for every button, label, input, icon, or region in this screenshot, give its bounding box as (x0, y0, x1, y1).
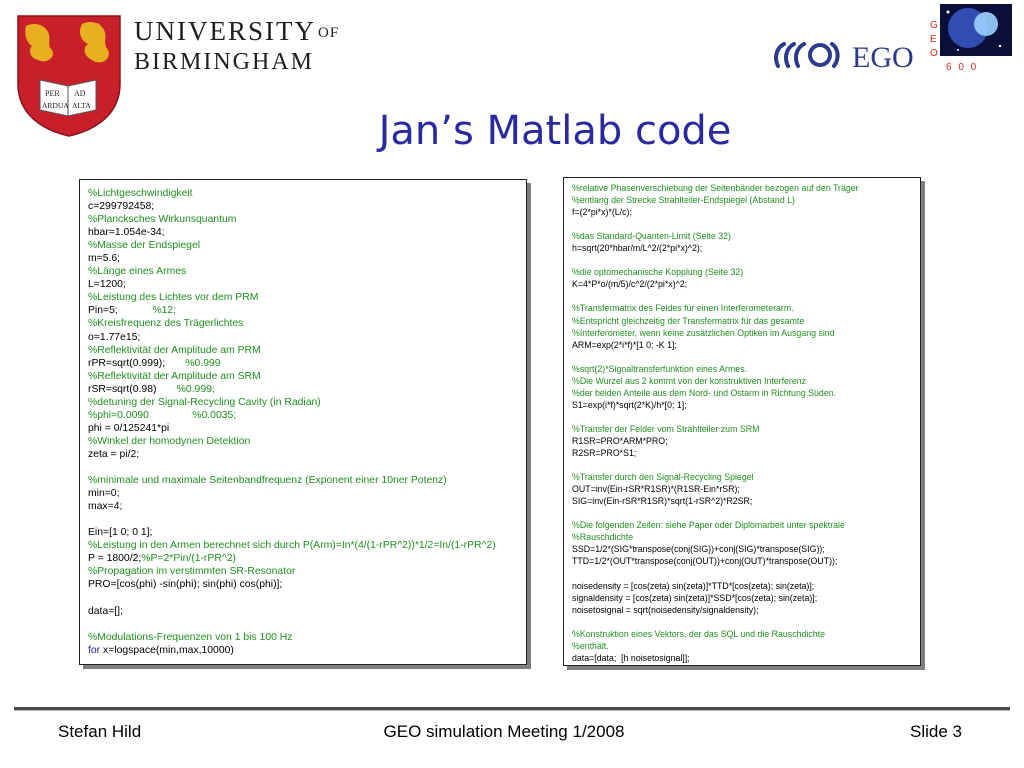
code-text: SIG=inv(Ein-rSR*R1SR)*sqrt(1-rSR^2)*R2SR; (572, 496, 753, 507)
svg-text:E: E (930, 34, 937, 45)
code-line (572, 254, 859, 266)
code-line (88, 526, 496, 539)
code-text: R1SR=PRO*ARM*PRO; (572, 435, 668, 446)
code-line (88, 344, 496, 357)
code-line (88, 605, 496, 618)
code-comment: %detuning der Signal-Recycling Cavity (in Radian) (88, 396, 321, 408)
code-line (88, 409, 496, 422)
code-comment: %Winkel der homodynen Detektion (88, 435, 251, 447)
code-line (572, 592, 859, 604)
university-line2: BIRMINGHAM (134, 49, 315, 75)
code-comment: %Propagation im verstimmten SR-Resonator (88, 566, 296, 578)
ego-logo (772, 38, 932, 74)
code-text: Pin=5; (88, 305, 118, 317)
code-comment: %0.999; (156, 383, 215, 395)
code-text (88, 514, 91, 525)
code-text (572, 219, 574, 229)
code-text (572, 569, 574, 579)
code-comment: %enthält. (572, 640, 609, 651)
code-text: data=[data; [h noisetosignal]]; (572, 652, 690, 663)
code-line (88, 448, 496, 461)
code-line (88, 226, 496, 239)
code-line (572, 519, 859, 531)
code-line (88, 539, 496, 552)
university-of: OF (318, 25, 340, 41)
slide-title: Jan’s Matlab code (378, 108, 732, 154)
code-line (88, 513, 496, 526)
code-keyword: for (88, 644, 101, 656)
code-comment: %Masse der Endspiegel (88, 240, 201, 252)
code-line (572, 616, 859, 628)
code-line (572, 266, 859, 278)
code-line (88, 618, 496, 631)
code-comment: %Transfer durch den Signal-Recycling Spiegel (572, 472, 754, 483)
code-line (572, 471, 859, 483)
footer-meeting: GEO simulation Meeting 1/2008 (383, 722, 625, 741)
code-line (88, 383, 496, 396)
code-line (88, 644, 496, 657)
code-line (572, 182, 859, 194)
code-comment: %sqrt(2)*Signaltransferfunktion eines Armes. (572, 363, 748, 374)
code-line (572, 339, 859, 351)
code-text (572, 352, 574, 362)
code-text: m=5.6; (88, 253, 121, 265)
svg-text:O: O (930, 48, 938, 59)
code-text: L=1200; (88, 279, 126, 291)
code-line (572, 302, 859, 314)
code-line (88, 552, 496, 565)
code-line (88, 239, 496, 252)
code-comment: %Lichtgeschwindigkeit (88, 188, 193, 199)
code-line (572, 640, 859, 652)
code-text: Ein=[1 0; 0 1]; (88, 527, 153, 539)
code-line (572, 531, 859, 543)
svg-text:G: G (930, 20, 938, 31)
code-line (88, 591, 496, 604)
code-line (88, 278, 496, 291)
code-comment: %das Standard-Quanten-Limit (Seite 32) (572, 231, 731, 242)
code-text: P = 1800/2; (88, 553, 142, 565)
code-panel-left (79, 179, 527, 665)
code-text: SSD=1/2*(SIG*transpose(conj(SIG))+conj(SIG)*transpose(SIG)); (572, 544, 825, 555)
university-line1: UNIVERSITY (134, 16, 316, 46)
code-line (88, 487, 496, 500)
code-line (572, 230, 859, 242)
code-line (572, 435, 859, 447)
code-text (572, 412, 574, 422)
code-text: phi = 0/125241*pi (88, 422, 170, 434)
code-line (88, 187, 496, 200)
code-comment: %Plancksches Wirkunsquantum (88, 214, 237, 226)
code-comment: %Transfer der Felder vom Strahlteiler zum SRM (572, 423, 760, 434)
svg-text:ALTA: ALTA (72, 101, 91, 110)
code-text (88, 462, 91, 473)
code-comment: %der beiden Anteile aus dem Nord- und Ostarm in Richtung Süden. (572, 387, 837, 398)
code-line (572, 447, 859, 459)
code-comment: %Konstruktion eines Vektors, der das SQL und die Rauschdichte (572, 628, 825, 639)
code-comment: %entlang der Strecke Strahlteiler-Endspiegel (Abstand L) (572, 195, 795, 206)
code-text (572, 255, 574, 265)
svg-text:PER: PER (45, 89, 60, 98)
code-text: max=4; (88, 501, 123, 513)
code-line (572, 459, 859, 471)
code-line (88, 370, 496, 383)
code-line (572, 194, 859, 206)
code-line (572, 483, 859, 495)
code-comment: %P=2*Pin/(1-rPR^2) (141, 553, 236, 565)
code-text: noisetosignal = sqrt(noisedensity/signaldensity); (572, 604, 759, 615)
code-line (572, 507, 859, 519)
code-comment: %Die folgenden Zeilen: siehe Paper oder Diplomarbeit unter spektrale (572, 520, 845, 531)
code-comment: %Kreisfrequenz des Trägerlichtes (88, 318, 244, 330)
code-comment: %minimale und maximale Seitenbandfrequenz (Exponent einer 10ner Potenz) (88, 475, 447, 487)
university-name (134, 16, 339, 76)
code-comment: %relative Phasenverschiebung der Seitenbänder bezogen auf den Träger (572, 183, 859, 193)
code-comment: %Die Wurzel aus 2 kommt von der konstruktiven Interferenz (572, 375, 807, 386)
code-comment: %Interferometer, wenn keine zusätzlichen Optiken im Ausgang sind (572, 327, 835, 338)
code-text: h=sqrt(20*hbar/m/L^2/(2*pi*x)^2); (572, 243, 703, 254)
code-line (88, 474, 496, 487)
svg-text:ARDUA: ARDUA (42, 101, 69, 110)
code-text: x=logspace(min,max,10000) (100, 644, 234, 656)
code-line (88, 500, 496, 513)
code-line (572, 555, 859, 567)
code-text: o=1.77e15; (88, 331, 141, 343)
code-line (572, 411, 859, 423)
ego-text: EGO (852, 41, 914, 74)
code-line (88, 357, 496, 370)
code-line (572, 628, 859, 640)
code-text: S1=exp(i*f)*sqrt(2*K)/h*[0; 1]; (572, 399, 687, 410)
code-line (88, 331, 496, 344)
code-line (572, 327, 859, 339)
code-text: signaldensity = [cos(zeta) sin(zeta)]*SSD*[cos(zeta); sin(zeta)]; (572, 592, 818, 603)
code-text (572, 617, 574, 627)
code-line (572, 242, 859, 254)
code-text (88, 619, 91, 630)
code-text: OUT=inv(Ein-rSR*R1SR)*(R1SR-Ein*rSR); (572, 484, 740, 495)
code-text: ARM=exp(2*i*f)*[1 0; -K 1]; (572, 339, 677, 350)
code-text: noisedensity = [cos(zeta) sin(zeta)]*TTD*[cos(zeta); sin(zeta)]; (572, 580, 815, 591)
code-comment: %die optomechanische Kopplung (Seite 32) (572, 267, 744, 278)
code-line (572, 278, 859, 290)
code-block-right (572, 182, 859, 664)
code-line (572, 375, 859, 387)
code-line (572, 604, 859, 616)
code-line (572, 495, 859, 507)
code-line (88, 461, 496, 474)
code-text (572, 291, 574, 301)
code-line (572, 568, 859, 580)
code-line (572, 206, 859, 218)
code-comment: %Reflektivität der Amplitude am PRM (88, 344, 261, 356)
svg-text:6 0 0: 6 0 0 (946, 62, 979, 73)
code-line (572, 423, 859, 435)
code-line (88, 631, 496, 644)
code-comment: %Länge eines Armes (88, 266, 187, 278)
code-line (572, 399, 859, 411)
code-comment: %Transfermatrix des Feldes für einen Interferometerarm. (572, 303, 794, 314)
code-line (88, 435, 496, 448)
code-comment: %12; (117, 305, 177, 317)
code-line (572, 218, 859, 230)
code-comment: %0.999 (165, 357, 221, 369)
code-panel-right (563, 177, 921, 666)
code-line (88, 304, 496, 317)
code-text: rPR=sqrt(0.999); (88, 357, 166, 369)
code-comment: %Reflektivität der Amplitude am SRM (88, 370, 261, 382)
code-text: rSR=sqrt(0.98) (88, 383, 157, 395)
code-line (88, 578, 496, 591)
code-line (572, 580, 859, 592)
svg-text:AD: AD (74, 89, 86, 98)
code-line (88, 317, 496, 330)
code-text: R2SR=PRO*S1; (572, 448, 637, 459)
code-text (572, 508, 574, 518)
code-text (88, 592, 91, 603)
code-text: K=4*P*o/(m/5)/c^2/(2*pi*x)^2; (572, 279, 688, 290)
footer-slide-number: Slide 3 (910, 722, 962, 741)
code-line (88, 291, 496, 304)
code-line (572, 652, 859, 664)
footer-divider (14, 707, 1010, 711)
code-text: min=0; (88, 488, 120, 500)
code-line (572, 351, 859, 363)
code-line (88, 200, 496, 213)
code-line (572, 543, 859, 555)
code-text: TTD=1/2*(OUT*transpose(conj(OUT))+conj(OUT)*transpose(OUT)); (572, 556, 838, 567)
code-text: f=(2*pi*x)*(L/c); (572, 207, 632, 218)
code-text (572, 460, 574, 470)
code-comment: %phi=0.0090 %0.0035; (88, 409, 237, 421)
code-line (572, 315, 859, 327)
code-comment: %Leistung in den Armen berechnet sich durch P(Arm)=In*(4/(1-rPR^2))*1/2=In/(1-rPR^2) (88, 540, 496, 552)
code-line (88, 565, 496, 578)
code-text: data=[]; (88, 605, 123, 617)
code-text: zeta = pi/2; (88, 448, 140, 460)
code-block-left (88, 187, 496, 657)
code-line (88, 396, 496, 409)
code-line (88, 252, 496, 265)
footer-author: Stefan Hild (58, 722, 142, 741)
code-comment: %Modulations-Frequenzen von 1 bis 100 Hz (88, 631, 293, 643)
code-comment: %Entspricht gleichzeitig der Transfermatrix für das gesamte (572, 315, 805, 326)
code-line (88, 213, 496, 226)
code-comment: %Rauschdichte (572, 532, 634, 543)
geo600-logo (928, 2, 1014, 74)
code-text: hbar=1.054e-34; (88, 227, 165, 239)
code-line (88, 265, 496, 278)
code-comment: %Leistung des Lichtes vor dem PRM (88, 292, 259, 304)
code-line (572, 363, 859, 375)
code-text: PRO=[cos(phi) -sin(phi); sin(phi) cos(phi)]; (88, 579, 283, 591)
code-text: c=299792458; (88, 201, 155, 213)
code-line (88, 422, 496, 435)
code-line (572, 387, 859, 399)
code-line (572, 290, 859, 302)
